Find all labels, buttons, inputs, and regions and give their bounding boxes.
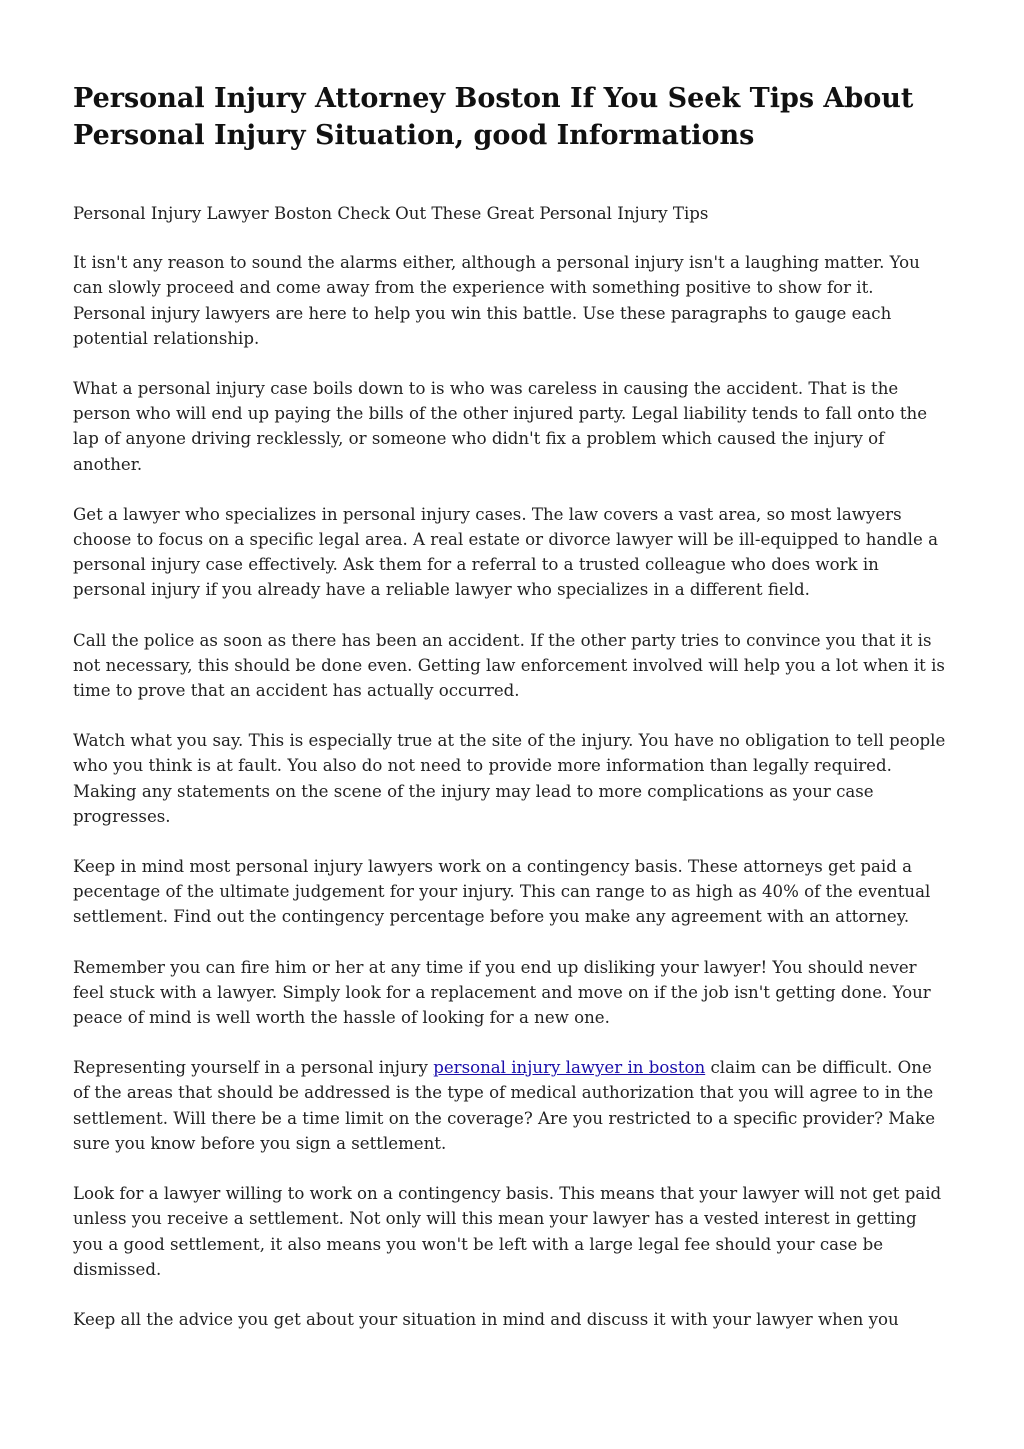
page-title: Personal Injury Attorney Boston If You Seek Tips About Personal Injury Situation, good Informations: [73, 83, 914, 151]
paragraph-6: Keep in mind most personal injury lawyers work on a contingency basis. These attorneys get paid a pecentage of the ultimate judgement for your injury. This can range to as high as 40% of the eventual settlement. Find out the contingency percentage before you make any agreement with an attorney.: [73, 857, 931, 927]
personal-injury-lawyer-link[interactable]: personal injury lawyer in boston: [433, 1058, 706, 1078]
paragraph-10: Keep all the advice you get about your situation in mind and discuss it with your lawyer when you: [73, 1309, 899, 1329]
paragraph-9: Look for a lawyer willing to work on a contingency basis. This means that your lawyer will not get paid unless you receive a settlement. Not only will this mean your lawyer has a vested interest in getting you a good settlement, it also means you won't be left with a large legal fee should your case be dismissed.: [73, 1184, 942, 1279]
document-subtitle: Personal Injury Lawyer Boston Check Out These Great Personal Injury Tips: [73, 204, 709, 223]
link-paragraph-after: claim can be difficult. One of the areas that should be addressed is the type of medical authorization that you will agree to in the settlement. Will there be a time limit on the coverage? Are you restricted to a specific provider? Make sure you know before you sign a settlement.: [73, 1058, 936, 1153]
paragraph-4: Call the police as soon as there has been an accident. If the other party tries to convince you that it is not necessary, this should be done even. Getting law enforcement involved will help you a lot when it is time to prove that an accident has actually occurred.: [73, 630, 945, 701]
paragraph-2: What a personal injury case boils down to is who was careless in causing the accident. That is the person who will end up paying the bills of the other injured party. Legal liability tends to fall onto the lap of anyone driving recklessly, or someone who didn't fix a problem which caused the injury of another.: [73, 379, 928, 474]
document-page: [73, 80, 949, 1357]
paragraph-5: Watch what you say. This is especially true at the site of the injury. You have no obligation to tell people who you think is at fault. You also do not need to provide more information than legally required. Making any statements on the scene of the injury may lead to more complications as your case progresses.: [73, 731, 946, 826]
paragraph-1: It isn't any reason to sound the alarms either, although a personal injury isn't a laughing matter. You can slowly proceed and come away from the experience with something positive to show for it. Personal injury lawyers are here to help you win this battle. Use these paragraphs to gauge each potential relationship.: [73, 253, 920, 348]
paragraph-3: Get a lawyer who specializes in personal injury cases. The law covers a vast area, so most lawyers choose to focus on a specific legal area. A real estate or divorce lawyer will be ill-equipped to handle a personal injury case effectively. Ask them for a referral to a trusted colleague who does work in personal injury if you already have a reliable lawyer who specializes in a different field.: [73, 504, 938, 600]
paragraph-8-with-link: [73, 1055, 949, 1156]
link-paragraph-before: Representing yourself in a personal injury: [73, 1058, 434, 1078]
paragraph-7: Remember you can fire him or her at any time if you end up disliking your lawyer! You should never feel stuck with a lawyer. Simply look for a replacement and move on if the job isn't getting done. Your peace of mind is well worth the hassle of looking for a new one.: [73, 957, 931, 1028]
